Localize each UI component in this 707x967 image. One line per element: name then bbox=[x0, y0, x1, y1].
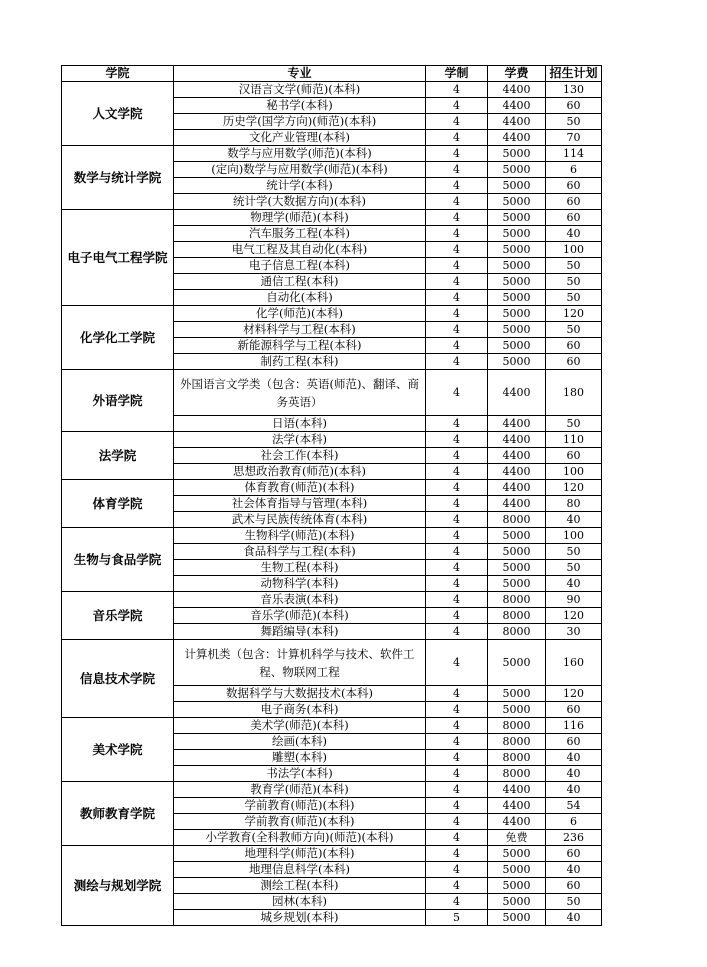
fee-cell: 8000 bbox=[488, 608, 546, 624]
fee-cell: 8000 bbox=[488, 512, 546, 528]
major-cell: 制药工程(本科) bbox=[174, 354, 426, 370]
major-cell: 计算机类（包含：计算机科学与技术、软件工程、物联网工程 bbox=[174, 640, 426, 686]
header-fee: 学费 bbox=[488, 66, 546, 82]
years-cell: 4 bbox=[426, 528, 488, 544]
table-row bbox=[62, 432, 602, 448]
fee-cell: 8000 bbox=[488, 750, 546, 766]
table-row bbox=[62, 480, 602, 496]
fee-cell: 5000 bbox=[488, 306, 546, 322]
fee-cell: 5000 bbox=[488, 910, 546, 926]
college-name: 外语学院 bbox=[62, 370, 174, 432]
table-row bbox=[62, 640, 602, 686]
major-cell: 电子商务(本科) bbox=[174, 702, 426, 718]
years-cell: 4 bbox=[426, 718, 488, 734]
plan-cell: 40 bbox=[546, 226, 602, 242]
college-name: 信息技术学院 bbox=[62, 640, 174, 718]
plan-cell: 236 bbox=[546, 830, 602, 846]
fee-cell: 5000 bbox=[488, 560, 546, 576]
major-cell: 数学与应用数学(师范)(本科) bbox=[174, 146, 426, 162]
plan-cell: 40 bbox=[546, 576, 602, 592]
college-name: 教师教育学院 bbox=[62, 782, 174, 846]
major-cell: 化学(师范)(本科) bbox=[174, 306, 426, 322]
major-cell: 历史学(国学方向)(师范)(本科) bbox=[174, 114, 426, 130]
years-cell: 4 bbox=[426, 734, 488, 750]
fee-cell: 5000 bbox=[488, 354, 546, 370]
plan-cell: 110 bbox=[546, 432, 602, 448]
years-cell: 4 bbox=[426, 464, 488, 480]
major-cell: 法学(本科) bbox=[174, 432, 426, 448]
header-college: 学院 bbox=[62, 66, 174, 82]
plan-cell: 120 bbox=[546, 608, 602, 624]
years-cell: 4 bbox=[426, 226, 488, 242]
major-cell: 学前教育(师范)(本科) bbox=[174, 798, 426, 814]
fee-cell: 4400 bbox=[488, 814, 546, 830]
fee-cell: 5000 bbox=[488, 322, 546, 338]
major-cell: 思想政治教育(师范)(本科) bbox=[174, 464, 426, 480]
major-cell: 汉语言文学(师范)(本科) bbox=[174, 82, 426, 98]
fee-cell: 5000 bbox=[488, 894, 546, 910]
college-name: 美术学院 bbox=[62, 718, 174, 782]
plan-cell: 100 bbox=[546, 528, 602, 544]
major-cell: 社会工作(本科) bbox=[174, 448, 426, 464]
fee-cell: 4400 bbox=[488, 432, 546, 448]
plan-cell: 100 bbox=[546, 464, 602, 480]
college-name: 法学院 bbox=[62, 432, 174, 480]
plan-cell: 60 bbox=[546, 210, 602, 226]
table-row bbox=[62, 846, 602, 862]
years-cell: 4 bbox=[426, 496, 488, 512]
plan-cell: 120 bbox=[546, 306, 602, 322]
fee-cell: 5000 bbox=[488, 576, 546, 592]
fee-cell: 5000 bbox=[488, 290, 546, 306]
fee-cell: 5000 bbox=[488, 194, 546, 210]
years-cell: 4 bbox=[426, 862, 488, 878]
plan-cell: 60 bbox=[546, 194, 602, 210]
plan-cell: 50 bbox=[546, 416, 602, 432]
major-cell: 教育学(师范)(本科) bbox=[174, 782, 426, 798]
plan-cell: 90 bbox=[546, 592, 602, 608]
major-cell: 新能源科学与工程(本科) bbox=[174, 338, 426, 354]
years-cell: 4 bbox=[426, 576, 488, 592]
fee-cell: 5000 bbox=[488, 178, 546, 194]
plan-cell: 50 bbox=[546, 290, 602, 306]
major-cell: 通信工程(本科) bbox=[174, 274, 426, 290]
years-cell: 4 bbox=[426, 258, 488, 274]
fee-cell: 8000 bbox=[488, 592, 546, 608]
years-cell: 4 bbox=[426, 894, 488, 910]
plan-cell: 100 bbox=[546, 242, 602, 258]
years-cell: 4 bbox=[426, 782, 488, 798]
major-cell: 数据科学与大数据技术(本科) bbox=[174, 686, 426, 702]
plan-cell: 160 bbox=[546, 640, 602, 686]
fee-cell: 4400 bbox=[488, 464, 546, 480]
major-cell: 舞蹈编导(本科) bbox=[174, 624, 426, 640]
fee-cell: 5000 bbox=[488, 686, 546, 702]
years-cell: 4 bbox=[426, 146, 488, 162]
major-cell: 地理科学(师范)(本科) bbox=[174, 846, 426, 862]
fee-cell: 4400 bbox=[488, 496, 546, 512]
major-cell: 城乡规划(本科) bbox=[174, 910, 426, 926]
major-cell: 外国语言文学类（包含：英语(师范)、翻译、商务英语） bbox=[174, 370, 426, 416]
years-cell: 4 bbox=[426, 878, 488, 894]
major-cell: 学前教育(师范)(本科) bbox=[174, 814, 426, 830]
fee-cell: 5000 bbox=[488, 274, 546, 290]
plan-cell: 60 bbox=[546, 448, 602, 464]
fee-cell: 5000 bbox=[488, 242, 546, 258]
plan-cell: 50 bbox=[546, 894, 602, 910]
fee-cell: 8000 bbox=[488, 718, 546, 734]
major-cell: 武术与民族传统体育(本科) bbox=[174, 512, 426, 528]
plan-cell: 54 bbox=[546, 798, 602, 814]
years-cell: 4 bbox=[426, 766, 488, 782]
table-row bbox=[62, 592, 602, 608]
fee-cell: 4400 bbox=[488, 370, 546, 416]
plan-cell: 50 bbox=[546, 544, 602, 560]
years-cell: 4 bbox=[426, 162, 488, 178]
college-name: 电子电气工程学院 bbox=[62, 210, 174, 306]
major-cell: 体育教育(师范)(本科) bbox=[174, 480, 426, 496]
fee-cell: 5000 bbox=[488, 210, 546, 226]
header-years: 学制 bbox=[426, 66, 488, 82]
years-cell: 4 bbox=[426, 242, 488, 258]
table-row bbox=[62, 82, 602, 98]
major-cell: 书法学(本科) bbox=[174, 766, 426, 782]
plan-cell: 40 bbox=[546, 862, 602, 878]
major-cell: 日语(本科) bbox=[174, 416, 426, 432]
years-cell: 4 bbox=[426, 608, 488, 624]
fee-cell: 5000 bbox=[488, 258, 546, 274]
major-cell: 社会体育指导与管理(本科) bbox=[174, 496, 426, 512]
college-name: 数学与统计学院 bbox=[62, 146, 174, 210]
years-cell: 4 bbox=[426, 114, 488, 130]
fee-cell: 4400 bbox=[488, 82, 546, 98]
years-cell: 4 bbox=[426, 322, 488, 338]
table-row bbox=[62, 782, 602, 798]
plan-cell: 30 bbox=[546, 624, 602, 640]
plan-cell: 60 bbox=[546, 178, 602, 194]
plan-cell: 6 bbox=[546, 814, 602, 830]
fee-cell: 5000 bbox=[488, 338, 546, 354]
fee-cell: 5000 bbox=[488, 862, 546, 878]
years-cell: 4 bbox=[426, 592, 488, 608]
header-major: 专业 bbox=[174, 66, 426, 82]
major-cell: 电气工程及其自动化(本科) bbox=[174, 242, 426, 258]
years-cell: 4 bbox=[426, 750, 488, 766]
years-cell: 4 bbox=[426, 82, 488, 98]
major-cell: 电子信息工程(本科) bbox=[174, 258, 426, 274]
major-cell: 园林(本科) bbox=[174, 894, 426, 910]
major-cell: 汽车服务工程(本科) bbox=[174, 226, 426, 242]
table-header-row bbox=[62, 66, 602, 82]
major-cell: 地理信息科学(本科) bbox=[174, 862, 426, 878]
years-cell: 5 bbox=[426, 910, 488, 926]
major-cell: 动物科学(本科) bbox=[174, 576, 426, 592]
fee-cell: 5000 bbox=[488, 528, 546, 544]
years-cell: 4 bbox=[426, 702, 488, 718]
plan-cell: 70 bbox=[546, 130, 602, 146]
plan-cell: 40 bbox=[546, 910, 602, 926]
years-cell: 4 bbox=[426, 338, 488, 354]
plan-cell: 60 bbox=[546, 734, 602, 750]
major-cell: 绘画(本科) bbox=[174, 734, 426, 750]
major-cell: 雕塑(本科) bbox=[174, 750, 426, 766]
fee-cell: 5000 bbox=[488, 846, 546, 862]
college-name: 生物与食品学院 bbox=[62, 528, 174, 592]
plan-cell: 60 bbox=[546, 702, 602, 718]
fee-cell: 5000 bbox=[488, 162, 546, 178]
plan-cell: 114 bbox=[546, 146, 602, 162]
plan-cell: 60 bbox=[546, 98, 602, 114]
fee-cell: 4400 bbox=[488, 114, 546, 130]
table-row bbox=[62, 210, 602, 226]
major-cell: 食品科学与工程(本科) bbox=[174, 544, 426, 560]
plan-cell: 120 bbox=[546, 686, 602, 702]
years-cell: 4 bbox=[426, 370, 488, 416]
major-cell: 生物科学(师范)(本科) bbox=[174, 528, 426, 544]
years-cell: 4 bbox=[426, 290, 488, 306]
plan-cell: 40 bbox=[546, 782, 602, 798]
fee-cell: 5000 bbox=[488, 702, 546, 718]
major-cell: 自动化(本科) bbox=[174, 290, 426, 306]
fee-cell: 4400 bbox=[488, 448, 546, 464]
fee-cell: 8000 bbox=[488, 734, 546, 750]
table-body bbox=[62, 82, 602, 926]
table-row bbox=[62, 528, 602, 544]
fee-cell: 4400 bbox=[488, 782, 546, 798]
fee-cell: 5000 bbox=[488, 544, 546, 560]
years-cell: 4 bbox=[426, 814, 488, 830]
years-cell: 4 bbox=[426, 306, 488, 322]
table-row bbox=[62, 370, 602, 416]
years-cell: 4 bbox=[426, 640, 488, 686]
plan-cell: 60 bbox=[546, 338, 602, 354]
header-plan: 招生计划 bbox=[546, 66, 602, 82]
plan-cell: 40 bbox=[546, 750, 602, 766]
major-cell: 秘书学(本科) bbox=[174, 98, 426, 114]
plan-cell: 60 bbox=[546, 846, 602, 862]
plan-cell: 50 bbox=[546, 322, 602, 338]
years-cell: 4 bbox=[426, 686, 488, 702]
major-cell: 统计学(本科) bbox=[174, 178, 426, 194]
plan-cell: 60 bbox=[546, 878, 602, 894]
fee-cell: 5000 bbox=[488, 878, 546, 894]
major-cell: 小学教育(全科教师方向)(师范)(本科) bbox=[174, 830, 426, 846]
major-cell: 材料科学与工程(本科) bbox=[174, 322, 426, 338]
college-name: 测绘与规划学院 bbox=[62, 846, 174, 926]
years-cell: 4 bbox=[426, 416, 488, 432]
major-cell: (定向)数学与应用数学(师范)(本科) bbox=[174, 162, 426, 178]
major-cell: 音乐表演(本科) bbox=[174, 592, 426, 608]
years-cell: 4 bbox=[426, 274, 488, 290]
fee-cell: 5000 bbox=[488, 640, 546, 686]
major-cell: 音乐学(师范)(本科) bbox=[174, 608, 426, 624]
plan-cell: 60 bbox=[546, 354, 602, 370]
years-cell: 4 bbox=[426, 98, 488, 114]
plan-cell: 40 bbox=[546, 766, 602, 782]
years-cell: 4 bbox=[426, 178, 488, 194]
plan-cell: 116 bbox=[546, 718, 602, 734]
plan-cell: 50 bbox=[546, 560, 602, 576]
plan-cell: 50 bbox=[546, 258, 602, 274]
table-row bbox=[62, 306, 602, 322]
fee-cell: 5000 bbox=[488, 226, 546, 242]
fee-cell: 4400 bbox=[488, 480, 546, 496]
college-name: 体育学院 bbox=[62, 480, 174, 528]
years-cell: 4 bbox=[426, 480, 488, 496]
years-cell: 4 bbox=[426, 210, 488, 226]
major-cell: 测绘工程(本科) bbox=[174, 878, 426, 894]
fee-cell: 4400 bbox=[488, 130, 546, 146]
years-cell: 4 bbox=[426, 544, 488, 560]
college-name: 化学化工学院 bbox=[62, 306, 174, 370]
major-cell: 美术学(师范)(本科) bbox=[174, 718, 426, 734]
fee-cell: 5000 bbox=[488, 146, 546, 162]
major-cell: 物理学(师范)(本科) bbox=[174, 210, 426, 226]
fee-cell: 免费 bbox=[488, 830, 546, 846]
fee-cell: 8000 bbox=[488, 624, 546, 640]
years-cell: 4 bbox=[426, 194, 488, 210]
enrollment-plan-table bbox=[61, 65, 602, 926]
fee-cell: 4400 bbox=[488, 98, 546, 114]
college-name: 人文学院 bbox=[62, 82, 174, 146]
table-row bbox=[62, 718, 602, 734]
plan-cell: 130 bbox=[546, 82, 602, 98]
major-cell: 生物工程(本科) bbox=[174, 560, 426, 576]
table-row bbox=[62, 146, 602, 162]
major-cell: 统计学(大数据方向)(本科) bbox=[174, 194, 426, 210]
plan-cell: 50 bbox=[546, 274, 602, 290]
plan-cell: 80 bbox=[546, 496, 602, 512]
plan-cell: 180 bbox=[546, 370, 602, 416]
fee-cell: 8000 bbox=[488, 766, 546, 782]
fee-cell: 4400 bbox=[488, 798, 546, 814]
years-cell: 4 bbox=[426, 432, 488, 448]
plan-cell: 6 bbox=[546, 162, 602, 178]
years-cell: 4 bbox=[426, 846, 488, 862]
plan-cell: 50 bbox=[546, 114, 602, 130]
plan-cell: 120 bbox=[546, 480, 602, 496]
years-cell: 4 bbox=[426, 130, 488, 146]
years-cell: 4 bbox=[426, 560, 488, 576]
years-cell: 4 bbox=[426, 448, 488, 464]
college-name: 音乐学院 bbox=[62, 592, 174, 640]
fee-cell: 4400 bbox=[488, 416, 546, 432]
plan-cell: 40 bbox=[546, 512, 602, 528]
years-cell: 4 bbox=[426, 798, 488, 814]
years-cell: 4 bbox=[426, 624, 488, 640]
years-cell: 4 bbox=[426, 354, 488, 370]
years-cell: 4 bbox=[426, 830, 488, 846]
major-cell: 文化产业管理(本科) bbox=[174, 130, 426, 146]
years-cell: 4 bbox=[426, 512, 488, 528]
